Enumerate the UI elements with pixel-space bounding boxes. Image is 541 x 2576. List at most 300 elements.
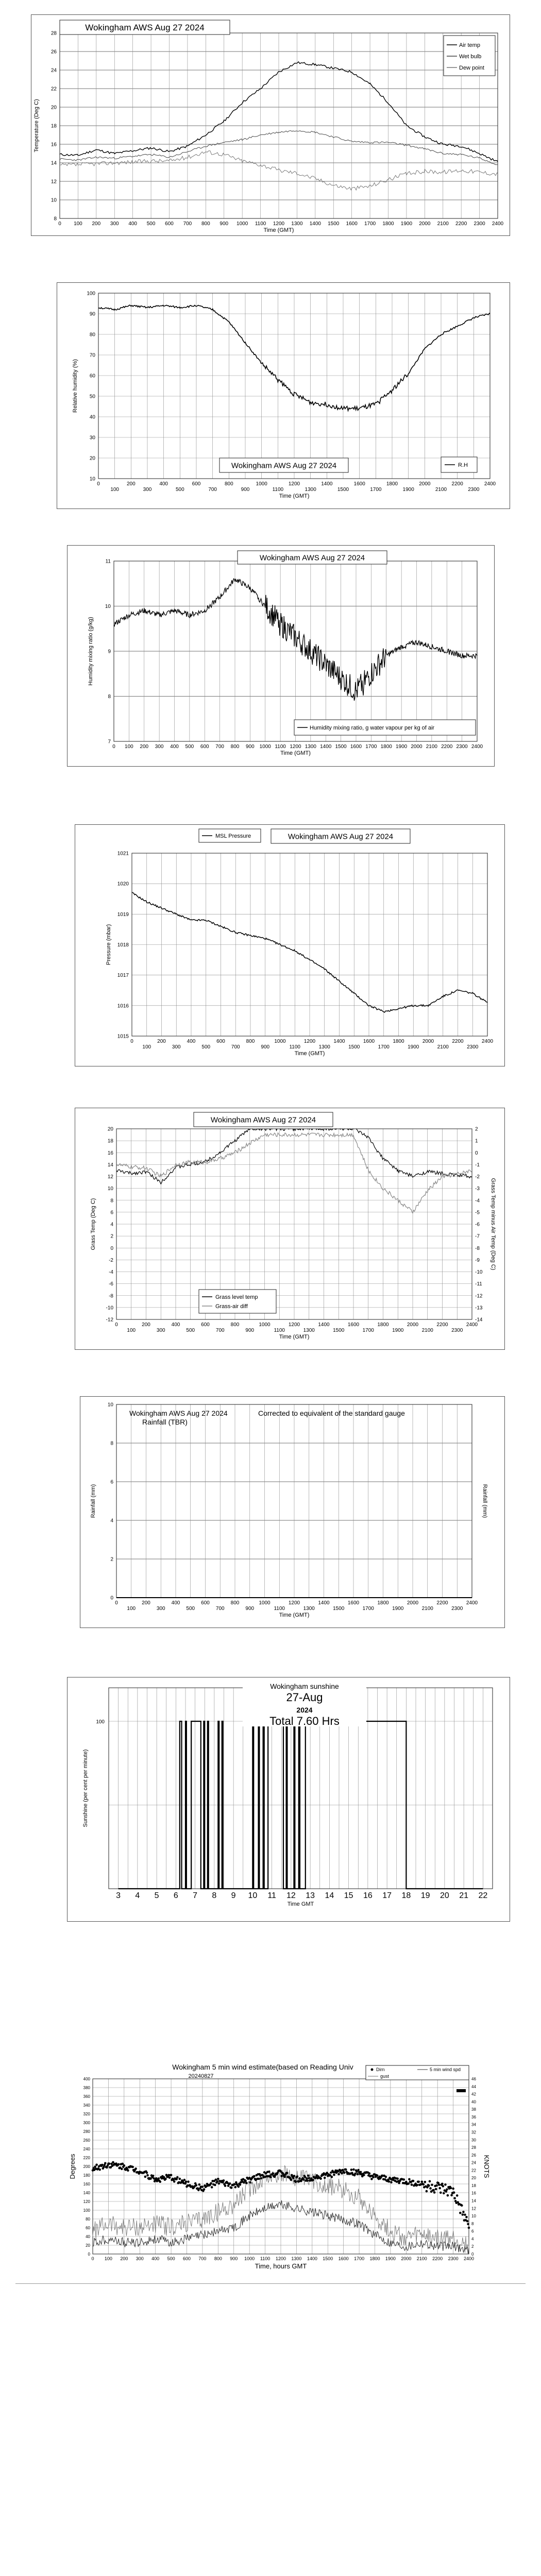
direction-point	[211, 2186, 213, 2189]
direction-point	[234, 2186, 237, 2189]
y-axis-label: Degrees	[69, 2154, 76, 2179]
x-tick-label: 1200	[273, 221, 285, 227]
y-tick-label: 18	[50, 123, 57, 129]
x-tick-label: 0	[112, 744, 115, 750]
y-tick-label: 8	[108, 694, 111, 700]
direction-point	[134, 2167, 137, 2170]
y-right-tick-label: 42	[471, 2092, 476, 2097]
y-axis-label: Temperature (Deg C)	[33, 99, 40, 152]
legend-label: Air temp	[459, 42, 480, 48]
direction-point	[357, 2169, 360, 2172]
x-tick-label: 1900	[400, 221, 413, 227]
y-tick-label: 80	[89, 332, 95, 338]
x-tick-label: 800	[224, 481, 233, 487]
y-right-tick-label: 44	[471, 2084, 476, 2089]
y-tick-label: 400	[83, 2077, 90, 2081]
direction-point	[146, 2172, 148, 2174]
y-right-tick-label: -12	[475, 1293, 483, 1299]
x-tick-label: 1600	[363, 1039, 375, 1044]
y-tick-label: 220	[83, 2156, 90, 2160]
x-tick-label: 2100	[421, 1328, 433, 1333]
direction-point	[217, 2178, 219, 2180]
y-right-axis-label: Grass Temp minus Air Temp (Deg C)	[490, 1178, 496, 1270]
x-tick-label: 1900	[396, 744, 408, 750]
y-tick-label: 60	[89, 373, 95, 379]
x-tick-label: 1000	[259, 1600, 270, 1606]
temperature-chart	[31, 14, 510, 236]
y-right-tick-label: 8	[471, 2221, 474, 2226]
direction-point	[417, 2181, 420, 2183]
y-right-tick-label: 26	[471, 2153, 476, 2158]
direction-point	[453, 2191, 455, 2194]
x-tick-label: 1500	[337, 487, 349, 493]
y-tick-label: 80	[86, 2217, 90, 2222]
direction-point	[438, 2187, 441, 2190]
direction-point	[101, 2164, 104, 2166]
x-tick-label: 1500	[333, 1606, 345, 1612]
x-tick-label: 2400	[481, 1039, 494, 1044]
direction-point	[183, 2179, 186, 2181]
y-right-tick-label: -9	[475, 1257, 480, 1263]
y-right-tick-label: 32	[471, 2130, 476, 2135]
x-tick-label: 0	[115, 1322, 118, 1328]
direction-point	[457, 2201, 459, 2204]
direction-point	[121, 2168, 123, 2171]
x-tick-label: 200	[126, 481, 136, 487]
x-tick-label: 2400	[466, 1322, 478, 1328]
direction-point	[123, 2164, 126, 2167]
x-tick-label: 2300	[468, 487, 480, 493]
x-tick-label: 300	[143, 487, 152, 493]
direction-point	[195, 2184, 198, 2187]
direction-point	[438, 2183, 441, 2186]
pressure-chart	[75, 824, 505, 1066]
y-right-tick-label: 1	[475, 1138, 478, 1144]
x-tick-label: 2100	[416, 2256, 427, 2261]
direction-point	[435, 2188, 437, 2191]
y-tick-label: 26	[50, 49, 57, 55]
y-right-tick-label: -11	[475, 1281, 482, 1287]
x-tick-label: 1700	[364, 221, 376, 227]
x-tick-label: 1300	[305, 744, 316, 750]
chart-date: 20240827	[188, 2073, 214, 2079]
y-tick-label: -4	[109, 1269, 113, 1275]
x-tick-label: 100	[142, 1044, 151, 1050]
x-tick-label: 1400	[320, 744, 332, 750]
y-right-tick-label: -2	[475, 1174, 480, 1180]
x-tick-label: 22	[478, 1891, 488, 1900]
x-tick-label: 1300	[305, 487, 316, 493]
direction-point	[450, 2194, 453, 2197]
x-tick-label: 900	[241, 487, 250, 493]
x-tick-label: 100	[74, 221, 82, 227]
direction-point	[216, 2180, 219, 2183]
y-right-tick-label: 10	[471, 2214, 476, 2219]
x-tick-label: 600	[200, 744, 209, 750]
direction-point	[408, 2178, 411, 2181]
x-tick-label: 0	[58, 221, 61, 227]
y-right-tick-label: 6	[471, 2229, 474, 2234]
direction-point	[239, 2183, 242, 2186]
y-tick-label: -8	[109, 1293, 113, 1299]
pressure-svg	[75, 825, 505, 1067]
x-tick-label: 300	[155, 744, 164, 750]
y-tick-label: -10	[106, 1305, 113, 1311]
direction-point	[403, 2178, 405, 2181]
direction-point	[459, 2212, 462, 2214]
x-tick-label: 700	[198, 2256, 207, 2261]
y-right-axis-label: Rainfall (mm)	[482, 1484, 488, 1518]
x-tick-label: 2000	[407, 1322, 419, 1328]
x-tick-label: 600	[216, 1039, 225, 1044]
direction-point	[428, 2184, 430, 2187]
x-tick-label: 1000	[236, 221, 248, 227]
direction-point	[360, 2171, 362, 2174]
x-tick-label: 700	[215, 1328, 225, 1333]
y-right-tick-label: -10	[475, 1269, 483, 1275]
x-tick-label: 500	[175, 487, 184, 493]
direction-point	[435, 2184, 438, 2187]
x-tick-label: 1000	[274, 1039, 286, 1044]
legend-label-dirn: Dirn	[376, 2067, 385, 2072]
direction-point	[164, 2178, 167, 2180]
y-axis-label: Pressure (mbar)	[106, 924, 112, 965]
y-tick-label: 20	[89, 455, 95, 462]
x-tick-label: 5	[154, 1891, 159, 1900]
y-axis-label: Grass Temp (Deg C)	[90, 1198, 96, 1250]
x-tick-label: 800	[214, 2256, 222, 2261]
y-right-axis-label: KNOTS	[483, 2155, 491, 2178]
legend-swatch-dirn	[371, 2069, 374, 2071]
x-tick-label: 1600	[338, 2256, 349, 2261]
humidity-svg	[57, 283, 511, 510]
x-axis-label: Time (GMT)	[279, 1334, 310, 1340]
x-tick-label: 1400	[307, 2256, 317, 2261]
x-tick-label: 1800	[393, 1039, 404, 1044]
x-tick-label: 1000	[244, 2256, 255, 2261]
x-tick-label: 100	[127, 1328, 136, 1333]
x-tick-label: 300	[136, 2256, 144, 2261]
x-tick-label: 1200	[288, 481, 300, 487]
y-tick-label: 90	[89, 311, 95, 317]
direction-point	[443, 2192, 445, 2195]
direction-point	[333, 2174, 335, 2176]
direction-point	[187, 2180, 190, 2183]
x-tick-label: 4	[135, 1891, 140, 1900]
direction-point	[244, 2180, 247, 2182]
x-tick-label: 1700	[362, 1328, 374, 1333]
x-tick-label: 1800	[377, 1600, 389, 1606]
x-tick-label: 1400	[318, 1322, 330, 1328]
direction-point	[168, 2177, 171, 2179]
y-tick-label: 22	[50, 86, 57, 92]
x-tick-label: 2200	[455, 221, 467, 227]
x-tick-label: 400	[151, 2256, 160, 2261]
x-tick-label: 600	[201, 1600, 210, 1606]
direction-point	[411, 2183, 413, 2186]
direction-point	[159, 2180, 162, 2183]
x-tick-label: 800	[201, 221, 210, 227]
x-tick-label: 3	[116, 1891, 121, 1900]
x-tick-label: 400	[159, 481, 168, 487]
x-tick-label: 1700	[378, 1044, 390, 1050]
x-tick-label: 1600	[346, 221, 358, 227]
grass-temperature-chart	[75, 1108, 505, 1350]
direction-point	[345, 2168, 347, 2171]
x-tick-label: 1200	[288, 1600, 300, 1606]
x-tick-label: 2400	[466, 1600, 478, 1606]
x-tick-label: 700	[231, 1044, 240, 1050]
x-tick-label: 1800	[380, 744, 392, 750]
x-tick-label: 2200	[432, 2256, 443, 2261]
x-tick-label: 900	[245, 1328, 255, 1333]
direction-point	[312, 2179, 314, 2181]
direction-point	[439, 2192, 442, 2194]
y-right-tick-label: 0	[475, 1150, 478, 1156]
mixing-ratio-chart	[67, 545, 495, 767]
direction-point	[363, 2174, 365, 2177]
y-tick-label: 100	[83, 2208, 90, 2213]
x-tick-label: 1100	[255, 221, 266, 227]
x-tick-label: 1700	[365, 744, 377, 750]
x-tick-label: 2100	[421, 1606, 433, 1612]
x-tick-label: 100	[127, 1606, 136, 1612]
x-axis-label: Time GMT	[287, 1901, 314, 1907]
y-right-tick-label: 22	[471, 2168, 476, 2173]
mixing-ratio-svg	[67, 546, 495, 767]
x-tick-label: 1600	[347, 1322, 360, 1328]
y-tick-label: 6	[110, 1479, 113, 1485]
y-tick-label: 280	[83, 2129, 90, 2134]
direction-point	[146, 2174, 149, 2177]
x-tick-label: 100	[125, 744, 133, 750]
direction-point	[446, 2188, 448, 2191]
y-tick-label: 360	[83, 2094, 90, 2099]
y-right-tick-label: -6	[475, 1222, 480, 1228]
x-tick-label: 2400	[492, 221, 504, 227]
direction-point	[173, 2180, 176, 2183]
x-tick-label: 200	[142, 1600, 150, 1606]
y-tick-label: 10	[107, 1402, 113, 1408]
chart-date: 27-Aug	[286, 1691, 323, 1704]
chart-total: Total 7.60 Hrs	[269, 1715, 340, 1727]
y-tick-label: 1019	[117, 911, 129, 918]
y-right-tick-label: -1	[475, 1162, 480, 1168]
x-tick-label: 200	[92, 221, 101, 227]
x-tick-label: 900	[245, 1606, 255, 1612]
x-tick-label: 1300	[303, 1328, 315, 1333]
x-tick-label: 19	[420, 1891, 430, 1900]
x-tick-label: 1100	[260, 2256, 270, 2261]
x-tick-label: 1100	[289, 1044, 301, 1050]
direction-point	[158, 2177, 160, 2180]
direction-point	[302, 2178, 305, 2181]
x-tick-label: 2200	[436, 1322, 448, 1328]
y-axis-label: Relative humidity (%)	[72, 359, 78, 413]
direction-point	[350, 2168, 353, 2171]
rainfall-svg	[80, 1397, 505, 1629]
x-tick-label: 900	[230, 2256, 238, 2261]
x-tick-label: 1200	[290, 744, 301, 750]
x-tick-label: 200	[157, 1039, 166, 1044]
x-tick-label: 1600	[353, 481, 365, 487]
x-tick-label: 800	[246, 1039, 255, 1044]
bottom-divider	[15, 2283, 526, 2284]
y-tick-label: 100	[87, 291, 95, 297]
x-tick-label: 2300	[451, 1606, 463, 1612]
direction-point	[290, 2179, 293, 2181]
y-tick-label: 11	[105, 558, 111, 565]
x-tick-label: 1300	[291, 2256, 302, 2261]
x-tick-label: 1000	[256, 481, 267, 487]
y-tick-label: 260	[83, 2138, 90, 2143]
y-tick-label: 0	[88, 2252, 90, 2257]
x-tick-label: 700	[183, 221, 192, 227]
x-tick-label: 2200	[451, 481, 463, 487]
direction-point	[432, 2189, 435, 2192]
y-right-tick-label: 0	[471, 2252, 474, 2257]
x-tick-label: 600	[201, 1322, 210, 1328]
direction-point	[466, 2220, 469, 2223]
x-tick-label: 1700	[362, 1606, 374, 1612]
direction-point	[464, 2214, 466, 2216]
x-tick-label: 1600	[350, 744, 362, 750]
direction-point	[357, 2173, 359, 2176]
x-tick-label: 200	[140, 744, 149, 750]
sunshine-chart	[67, 1677, 510, 1922]
x-tick-label: 2300	[467, 1044, 479, 1050]
y-right-tick-label: 12	[471, 2206, 476, 2211]
x-tick-label: 400	[128, 221, 138, 227]
x-tick-label: 1900	[392, 1606, 404, 1612]
direction-point	[98, 2168, 101, 2171]
y-tick-label: 14	[107, 1162, 113, 1168]
x-tick-label: 1300	[291, 221, 303, 227]
direction-point	[422, 2183, 425, 2186]
x-tick-label: 700	[208, 487, 217, 493]
direction-point	[127, 2170, 129, 2172]
x-tick-label: 1100	[274, 1328, 285, 1333]
x-tick-label: 1500	[323, 2256, 333, 2261]
direction-point	[253, 2175, 256, 2178]
x-tick-label: 600	[165, 221, 174, 227]
x-tick-label: 18	[401, 1891, 411, 1900]
direction-point	[354, 2173, 357, 2175]
direction-point	[370, 2178, 373, 2180]
direction-point	[319, 2178, 322, 2180]
x-tick-label: 2400	[484, 481, 496, 487]
y-tick-label: 1015	[117, 1033, 129, 1040]
x-tick-label: 1800	[369, 2256, 380, 2261]
y-right-tick-label: -4	[475, 1198, 480, 1204]
x-tick-label: 1300	[318, 1044, 330, 1050]
direction-point	[203, 2188, 206, 2191]
y-right-tick-label: -8	[475, 1245, 480, 1251]
direction-point	[295, 2180, 297, 2183]
x-tick-label: 800	[230, 1322, 240, 1328]
x-tick-label: 7	[193, 1891, 198, 1900]
x-tick-label: 6	[173, 1891, 178, 1900]
direction-point	[170, 2174, 173, 2177]
direction-point	[352, 2168, 355, 2171]
direction-point	[283, 2176, 286, 2178]
direction-point	[306, 2177, 308, 2180]
x-tick-label: 300	[156, 1606, 165, 1612]
x-tick-label: 1500	[335, 744, 347, 750]
x-tick-label: 15	[344, 1891, 353, 1900]
y-tick-label: 180	[83, 2173, 90, 2178]
direction-point	[198, 2183, 201, 2186]
y-tick-label: 30	[89, 435, 95, 441]
y-tick-label: 24	[50, 67, 57, 74]
direction-point	[272, 2172, 275, 2175]
chart-title: Wokingham 5 min wind estimate(based on Reading Univ	[172, 2063, 353, 2071]
y-axis-label: Sunshine (per cent per minute)	[82, 1749, 89, 1827]
direction-point	[249, 2181, 251, 2184]
y-tick-label: 7	[108, 739, 111, 745]
y-tick-label: 28	[50, 30, 57, 37]
x-tick-label: 1400	[318, 1600, 330, 1606]
legend-label: MSL Pressure	[215, 833, 251, 839]
chart-year: 2024	[296, 1706, 313, 1714]
x-tick-label: 0	[97, 481, 100, 487]
y-tick-label: 1016	[117, 1003, 129, 1009]
x-tick-label: 1900	[402, 487, 414, 493]
y-tick-label: 140	[83, 2191, 90, 2195]
x-tick-label: 1500	[348, 1044, 360, 1050]
y-tick-label: 10	[105, 604, 111, 609]
x-tick-label: 2400	[463, 2256, 475, 2261]
y-tick-label: 18	[107, 1138, 113, 1144]
legend-label: Grass level temp	[215, 1294, 258, 1300]
direction-point	[201, 2185, 204, 2188]
x-tick-label: 0	[91, 2256, 94, 2261]
x-tick-label: 2400	[471, 744, 483, 750]
y-tick-label: 0	[110, 1245, 113, 1251]
direction-point	[431, 2184, 433, 2187]
y-tick-label: 1017	[117, 973, 129, 979]
chart-note: Corrected to equivalent of the standard gauge	[258, 1409, 405, 1417]
y-right-tick-label: 20	[471, 2176, 476, 2181]
x-tick-label: 1900	[392, 1328, 404, 1333]
direction-point	[292, 2177, 295, 2179]
direction-point	[441, 2183, 444, 2185]
y-tick-label: 8	[110, 1198, 113, 1204]
direction-point	[368, 2172, 371, 2175]
direction-point	[293, 2175, 296, 2177]
x-tick-label: 2200	[452, 1039, 464, 1044]
x-tick-label: 10	[248, 1891, 258, 1900]
y-tick-label: -2	[109, 1257, 113, 1263]
x-axis-label: Time (GMT)	[279, 493, 310, 499]
y-right-tick-label: 40	[471, 2099, 476, 2105]
y-tick-label: -6	[109, 1281, 113, 1287]
direction-point	[388, 2180, 391, 2183]
direction-point	[233, 2183, 236, 2185]
chart-title: Wokingham AWS Aug 27 2024	[85, 22, 205, 32]
direction-point	[467, 2223, 469, 2226]
direction-point	[307, 2175, 310, 2177]
chart-title: Wokingham AWS Aug 27 2024	[288, 832, 394, 841]
direction-point	[179, 2178, 181, 2180]
x-tick-label: 1800	[382, 221, 394, 227]
x-tick-label: 1400	[333, 1039, 345, 1044]
x-tick-label: 1200	[275, 2256, 286, 2261]
x-tick-label: 600	[182, 2256, 191, 2261]
y-tick-label: 100	[96, 1719, 105, 1725]
y-tick-label: 10	[107, 1186, 113, 1192]
sunshine-svg	[67, 1677, 511, 1922]
